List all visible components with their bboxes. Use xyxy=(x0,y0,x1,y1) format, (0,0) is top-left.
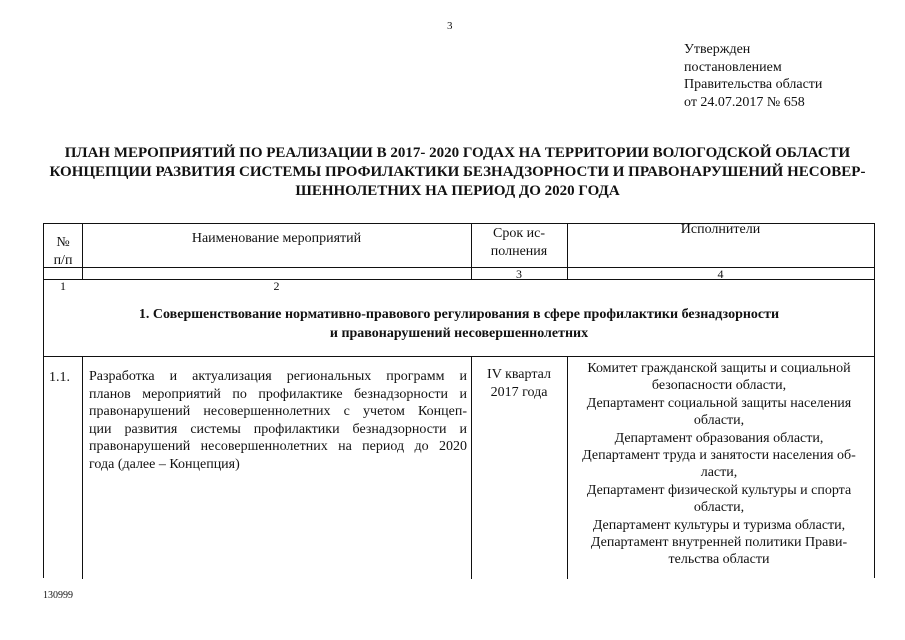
event-line: ции развития системы профилактики безнадзорности и xyxy=(89,421,467,437)
plan-table xyxy=(43,223,875,578)
approval-line: Правительства области xyxy=(684,77,823,92)
title-line: ШЕННОЛЕТНИХ НА ПЕРИОД ДО 2020 ГОДА xyxy=(295,183,620,199)
section-heading-line: и правонарушений несовершеннолетних xyxy=(329,326,589,341)
executor-line: области, xyxy=(693,500,745,516)
event-line: планов мероприятий по профилактике безнадзорности и xyxy=(89,386,467,402)
document-title xyxy=(40,144,875,201)
executor-line: Департамент образования области, xyxy=(614,430,824,446)
executor-line: Департамент культуры и туризма области, xyxy=(592,517,846,533)
event-executors xyxy=(569,360,869,569)
event-line: правонарушений несовершеннолетних на период до 2020 xyxy=(89,439,467,454)
executor-line: ласти, xyxy=(700,465,738,481)
column-divider xyxy=(82,356,83,579)
header-num xyxy=(44,234,82,270)
column-number: 4 xyxy=(717,267,724,281)
title-line: КОНЦЕПЦИИ РАЗВИТИЯ СИСТЕМЫ ПРОФИЛАКТИКИ БЕЗНАДЗОРНОСТИ И ПРАВОНАРУШЕНИЙ НЕСОВЕР- xyxy=(49,164,866,180)
column-number: 1 xyxy=(60,279,66,293)
event-term xyxy=(473,366,565,401)
section-heading xyxy=(44,305,874,343)
event-line: Разработка и актуализация региональных программ и xyxy=(89,369,467,384)
header-term-line: полнения xyxy=(490,244,548,259)
title-line: ПЛАН МЕРОПРИЯТИЙ ПО РЕАЛИЗАЦИИ В 2017- 2020 ГОДАХ НА ТЕРРИТОРИИ ВОЛОГОДСКОЙ ОБЛАСТИ xyxy=(64,145,851,161)
executor-line: Департамент социальной защиты населения xyxy=(586,395,852,411)
event-line: года (далее – Концепция) xyxy=(89,456,240,472)
column-divider xyxy=(471,356,472,579)
approval-line: от 24.07.2017 № 658 xyxy=(684,94,805,110)
section-bottom-rule xyxy=(44,356,874,357)
column-number: 2 xyxy=(273,279,280,293)
header-term-line: Срок ис- xyxy=(492,226,545,241)
header-executors: Исполнители xyxy=(680,222,761,237)
executor-line: безопасности области, xyxy=(651,378,787,394)
row-number: 1.1. xyxy=(49,370,70,385)
event-description xyxy=(89,368,467,473)
page-number: 3 xyxy=(447,20,453,32)
term-line: 2017 года xyxy=(490,384,548,400)
executor-line: тельства области xyxy=(668,552,770,568)
header-name: Наименование мероприятий xyxy=(191,231,362,246)
section-heading-line: 1. Совершенствование нормативно-правового регулирования в сфере профилактики безнадзорности xyxy=(138,307,780,322)
executor-line: области, xyxy=(693,413,745,429)
header-num-line: № xyxy=(56,235,70,250)
executor-line: Департамент труда и занятости населения об- xyxy=(582,448,856,464)
footer-code: 130999 xyxy=(43,590,73,601)
executor-line: Комитет гражданской защиты и социальной xyxy=(587,361,851,376)
executor-line: Департамент физической культуры и спорта xyxy=(586,482,852,498)
executor-line: Департамент внутренней политики Прави- xyxy=(590,535,848,551)
event-line: правонарушений несовершеннолетних с учетом Концеп- xyxy=(89,404,467,419)
term-line: IV квартал xyxy=(487,367,551,382)
header-num-line: п/п xyxy=(53,253,73,268)
approval-line: Утвержден xyxy=(684,42,751,57)
header-term xyxy=(471,225,567,261)
approval-block xyxy=(684,41,822,111)
approval-line: постановлением xyxy=(684,59,782,75)
column-number: 3 xyxy=(516,267,522,281)
column-divider xyxy=(567,356,568,579)
